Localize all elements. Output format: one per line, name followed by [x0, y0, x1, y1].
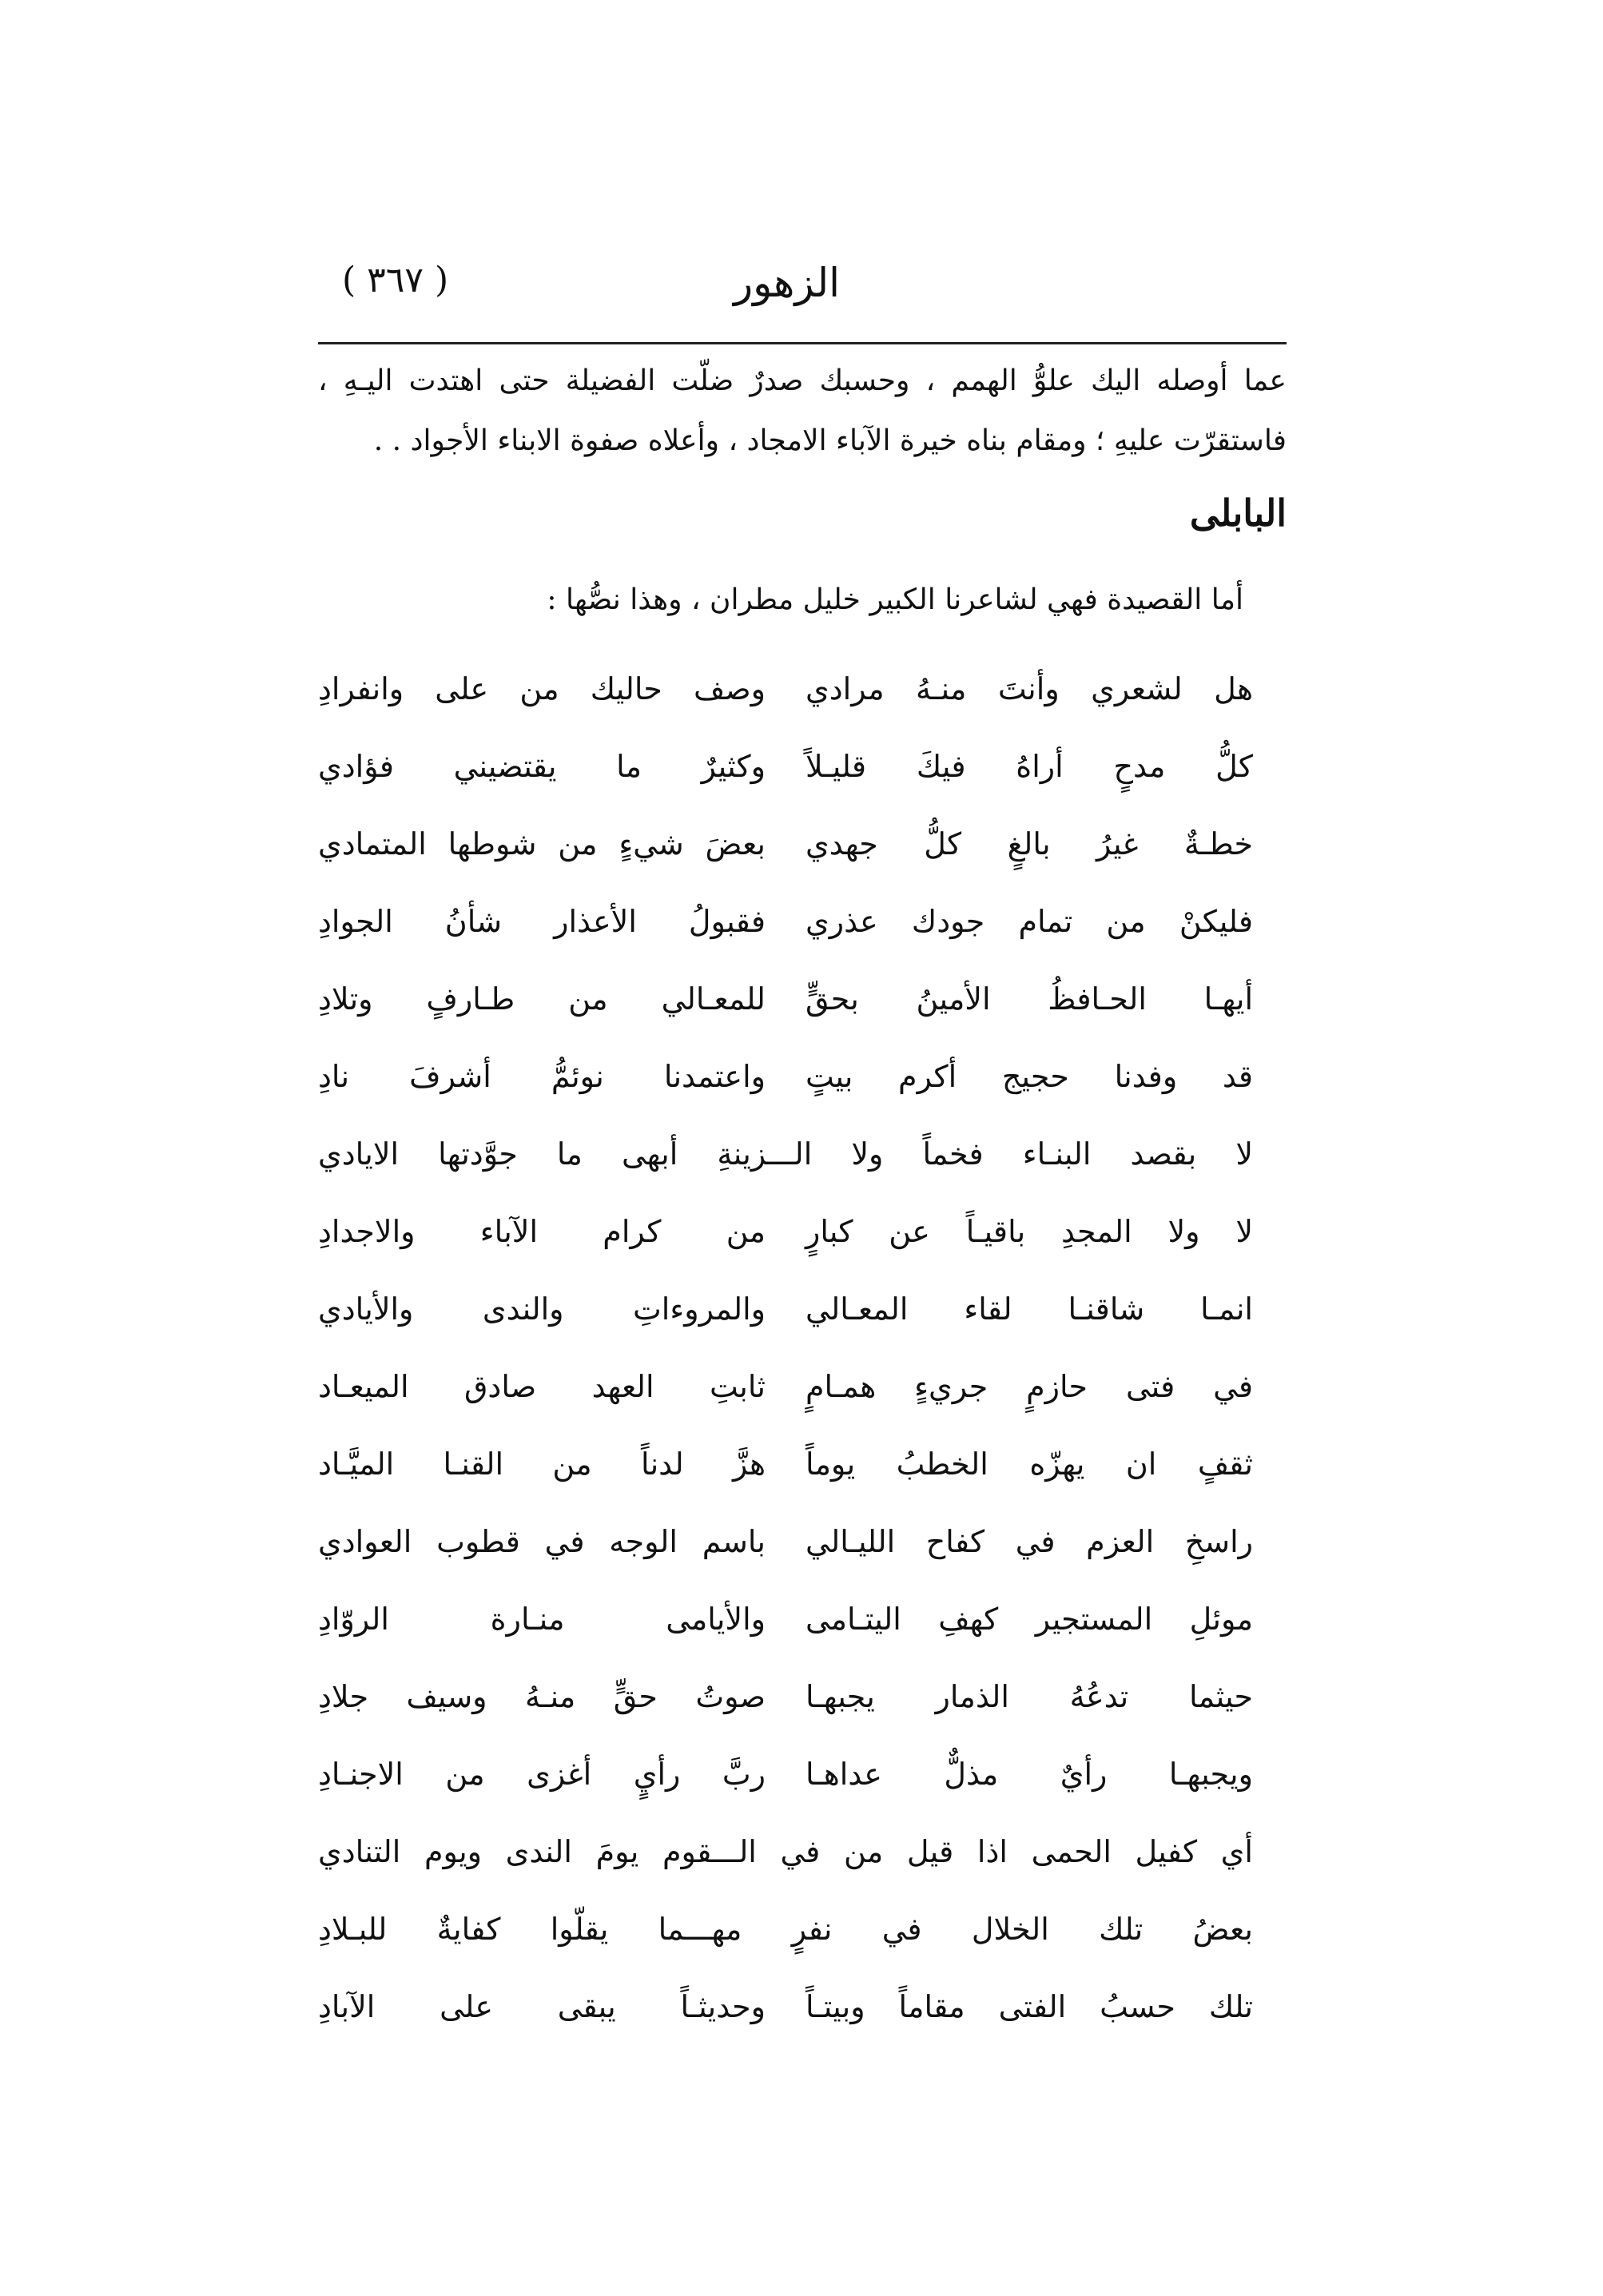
- verse-second-hemistich: للمعـالي من طـارفٍ وتلادِ: [318, 981, 766, 1017]
- verse-second-hemistich: وكثيرٌ ما يقتضيني فؤادي: [318, 749, 766, 784]
- header-rule: [318, 342, 1287, 344]
- poem-verse: [318, 810, 1253, 887]
- poem-verse: [318, 655, 1253, 732]
- poem-verse: [318, 1973, 1253, 2050]
- verse-first-hemistich: راسخِ العزم في كفاح الليـالي: [805, 1524, 1253, 1559]
- prose-line: عما أوصله اليك علوُّ الهمم ، وحسبك صدرٌ ضلّت الفضيلة حتى اهتدت اليـهِ ،: [318, 364, 1287, 397]
- poem-verse: [318, 1198, 1253, 1275]
- poem-verse: [318, 1275, 1253, 1352]
- verse-second-hemistich: وصف حاليك من على وانفرادِ: [318, 671, 766, 706]
- verse-second-hemistich: بعضَ شيءٍ من شوطها المتمادي: [318, 826, 766, 861]
- verse-second-hemistich: ربَّ رأيٍ أغزى من الاجنـادِ: [318, 1757, 766, 1792]
- verse-second-hemistich: هزَّ لدناً من القنـا الميَّـاد: [318, 1446, 766, 1482]
- verse-second-hemistich: والأيامى منـارة الروّادِ: [318, 1602, 766, 1637]
- poem-verse: [318, 1508, 1253, 1585]
- verse-second-hemistich: ثابتِ العهد صادق الميعـاد: [318, 1369, 766, 1404]
- poem-verse: [318, 1741, 1253, 1817]
- poem-verse: [318, 1120, 1253, 1197]
- verse-first-hemistich: لا ولا المجدِ باقيـاً عن كبارٍ: [805, 1214, 1253, 1249]
- verse-second-hemistich: والمروءاتِ والندى والأيادي: [318, 1291, 766, 1327]
- verse-first-hemistich: تلك حسبُ الفتى مقاماً وبيتـاً: [805, 1989, 1253, 2024]
- verse-first-hemistich: حيثما تدعُهُ الذمار يجبهـا: [805, 1679, 1253, 1714]
- poem-verse: [318, 1043, 1253, 1120]
- running-title: الزهور: [734, 260, 841, 306]
- verse-second-hemistich: من كرام الآباء والاجدادِ: [318, 1214, 766, 1249]
- verse-first-hemistich: أيهـا الحـافظُ الأمينُ بحقٍّ: [805, 981, 1253, 1017]
- verse-full-line: لا بقصد البنـاء فخماً ولا الـــزينةِ أبهى ما جوَّدتها الايادي: [318, 1136, 1253, 1172]
- verse-first-hemistich: في فتى حازمٍ جريءٍ همـامٍ: [805, 1369, 1253, 1404]
- verse-second-hemistich: باسم الوجه في قطوب العوادي: [318, 1524, 766, 1559]
- verse-first-hemistich: ثقفٍ ان يهزّه الخطبُ يوماً: [805, 1446, 1253, 1482]
- poem-verse: [318, 1431, 1253, 1507]
- poem-verse: [318, 1586, 1253, 1662]
- verse-second-hemistich: واعتمدنا نوئمُّ أشرفَ نادِ: [318, 1059, 766, 1094]
- poem-verse: [318, 1663, 1253, 1740]
- verse-second-hemistich: فقبولُ الأعذار شأنُ الجوادِ: [318, 904, 766, 939]
- verse-first-hemistich: موئلِ المستجير كهفِ اليتـامى: [805, 1602, 1253, 1637]
- poem-verse: [318, 1818, 1253, 1895]
- verse-second-hemistich: وحديثـاً يبقى على الآبادِ: [318, 1989, 766, 2024]
- verse-first-hemistich: هل لشعري وأنتَ منـهُ مرادي: [805, 671, 1253, 706]
- poem-verse: [318, 965, 1253, 1042]
- verse-second-hemistich: صوتُ حقٍّ منـهُ وسيف جلادِ: [318, 1679, 766, 1714]
- verse-first-hemistich: قد وفدنا حجيج أكرم بيتٍ: [805, 1059, 1253, 1094]
- verse-full-line: أي كفيل الحمى اذا قيل من في الـــقوم يومَ الندى ويوم التنادي: [318, 1834, 1253, 1869]
- page-number: ( ٣٦٧ ): [342, 260, 449, 300]
- verse-full-line: بعضُ تلك الخلال في نفرٍ مهـــما يقلّوا كفايةٌ للبـلادِ: [318, 1912, 1253, 1947]
- section-heading: البابلى: [1189, 491, 1287, 535]
- running-header: [318, 260, 1287, 332]
- poem-verse: [318, 1896, 1253, 1972]
- intro-line: أما القصيدة فهي لشاعرنا الكبير خليل مطران ، وهذا نصُّها :: [547, 583, 1243, 616]
- poem-verse: [318, 888, 1253, 965]
- verse-first-hemistich: فليكنْ من تمام جودك عذري: [805, 904, 1253, 939]
- verse-first-hemistich: ويجبهـا رأيٌ مذلٌّ عداهـا: [805, 1757, 1253, 1792]
- verse-first-hemistich: خطـةٌ غيرُ بالغٍ كلُّ جهدي: [805, 826, 1253, 861]
- verse-first-hemistich: انمـا شاقنـا لقاء المعـالي: [805, 1291, 1253, 1327]
- poem-verse: [318, 1353, 1253, 1430]
- verse-first-hemistich: كلُّ مدحٍ أراهُ فيكَ قليـلاً: [805, 749, 1253, 784]
- prose-line: فاستقرّت عليهِ ؛ ومقام بناه خيرة الآباء الامجاد ، وأعلاه صفوة الابناء الأجواد . .: [373, 424, 1287, 457]
- poem-verse: [318, 733, 1253, 810]
